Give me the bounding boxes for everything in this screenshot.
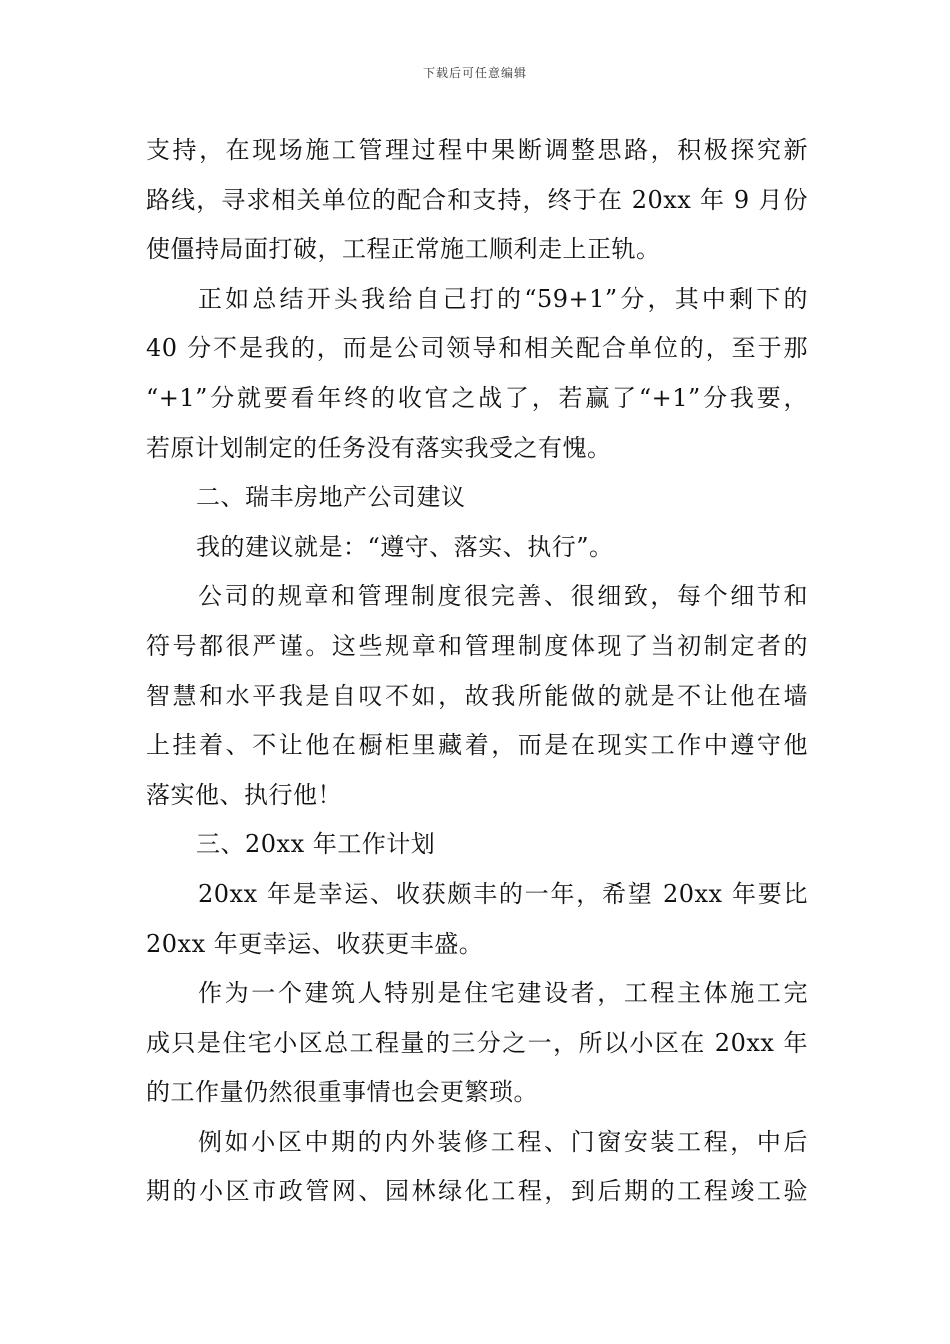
text-line: 20xx 年更幸运、收获更丰盛。 xyxy=(146,929,484,958)
text-line: 的工作量仍然很重事情也会更繁琐。 xyxy=(146,1078,538,1107)
text-line: 正如总结开头我给自己打的“59+1”分，其中剩下的 xyxy=(198,284,808,313)
text-line: 我的建议就是：“遵守、落实、执行”。 xyxy=(196,532,614,561)
page-header: 下载后可任意编辑 xyxy=(422,66,527,80)
section-heading: 二、瑞丰房地产公司建议 xyxy=(196,483,466,512)
text-line: 落实他、执行他！ xyxy=(146,780,342,809)
text-line: 40 分不是我的，而是公司领导和相关配合单位的，至于那 xyxy=(146,334,808,363)
text-line: 公司的规章和管理制度很完善、很细致，每个细节和 xyxy=(198,582,808,611)
text-line: 路线，寻求相关单位的配合和支持，终于在 20xx 年 9 月份 xyxy=(146,185,808,214)
text-line: 20xx 年是幸运、收获颇丰的一年，希望 20xx 年要比 xyxy=(198,879,808,908)
text-line: 例如小区中期的内外装修工程、门窗安装工程，中后 xyxy=(198,1127,808,1156)
text-line: 期的小区市政管网、园林绿化工程，到后期的工程竣工验 xyxy=(146,1177,808,1206)
document-body xyxy=(146,126,808,1217)
text-line: 上挂着、不让他在橱柜里藏着，而是在现实工作中遵守他 xyxy=(146,731,808,760)
text-line: 符号都很严谨。这些规章和管理制度体现了当初制定者的 xyxy=(146,631,808,660)
text-line: 智慧和水平我是自叹不如，故我所能做的就是不让他在墙 xyxy=(146,681,808,710)
text-line: 使僵持局面打破，工程正常施工顺利走上正轨。 xyxy=(146,235,661,264)
text-line: 成只是住宅小区总工程量的三分之一，所以小区在 20xx 年 xyxy=(146,1028,808,1057)
text-line: 作为一个建筑人特别是住宅建设者，工程主体施工完 xyxy=(198,979,808,1008)
text-line: 若原计划制定的任务没有落实我受之有愧。 xyxy=(146,433,612,462)
section-heading: 三、20xx 年工作计划 xyxy=(196,830,436,859)
text-line: 支持，在现场施工管理过程中果断调整思路，积极探究新 xyxy=(146,136,808,164)
text-line: “+1”分就要看年终的收官之战了，若赢了“+1”分我要， xyxy=(146,383,808,412)
